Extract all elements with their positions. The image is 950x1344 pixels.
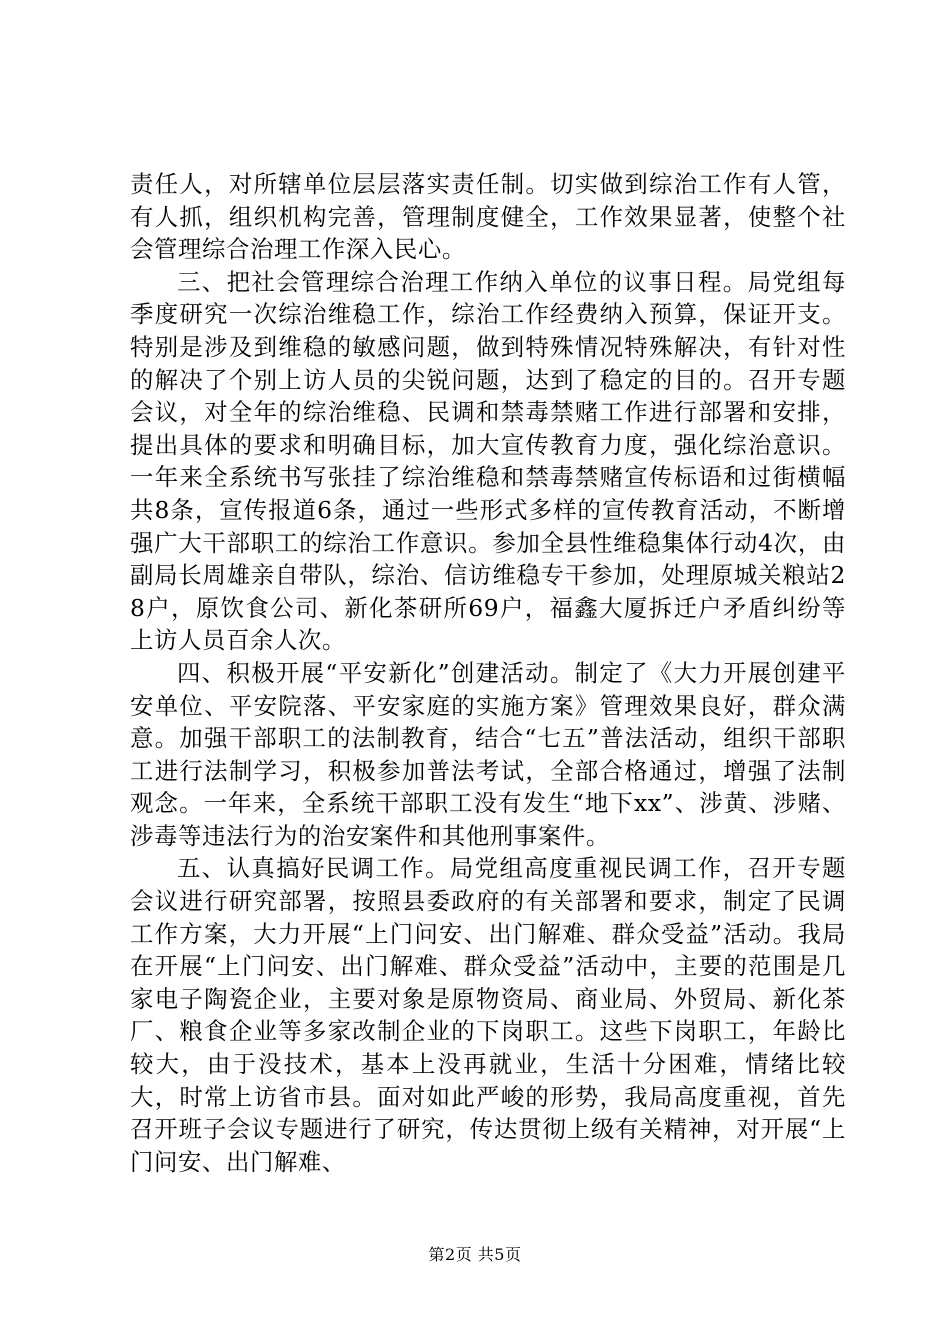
paragraph-item-five: 五、认真搞好民调工作。局党组高度重视民调工作，召开专题会议进行研究部署，按照县委政府的有关部署和要求，制定了民调工作方案，大力开展“上门问安、出门解难、群众受益”活动。我局在开展“上门问安、出门解难、群众受益”活动中，主要的范围是几家电子陶瓷企业，主要对象是原物资局、商业局、外贸局、新化茶厂、粮食企业等多家改制企业的下岗职工。这些下岗职工，年龄比较大，由于没技术，基本上没再就业，生活十分困难，情绪比较大，时常上访省市县。面对如此严峻的形势，我局高度重视，首先召开班子会议专题进行了研究，传达贯彻上级有关精神，对开展“上门问安、出门解难、 xyxy=(130,854,846,1176)
paragraph-item-four: 四、积极开展“平安新化”创建活动。制定了《大力开展创建平安单位、平安院落、平安家庭的实施方案》管理效果良好，群众满意。加强干部职工的法制教育，结合“七五”普法活动，组织干部职工进行法制学习，积极参加普法考试，全部合格通过，增强了法制观念。一年来，全系统干部职工没有发生“地下xx”、涉黄、涉赌、涉毒等违法行为的治安案件和其他刑事案件。 xyxy=(130,658,846,850)
paragraph-continuation: 责任人，对所辖单位层层落实责任制。切实做到综治工作有人管，有人抓，组织机构完善，管理制度健全，工作效果显著，使整个社会管理综合治理工作深入民心。 xyxy=(130,170,846,264)
document-body xyxy=(130,168,846,1178)
paragraph-item-three: 三、把社会管理综合治理工作纳入单位的议事日程。局党组每季度研究一次综治维稳工作，综治工作经费纳入预算，保证开支。特别是涉及到维稳的敏感问题，做到特殊情况特殊解决，有针对性的解决了个别上访人员的尖锐问题，达到了稳定的目的。召开专题会议，对全年的综治维稳、民调和禁毒禁赌工作进行部署和安排，提出具体的要求和明确目标，加大宣传教育力度，强化综治意识。一年来全系统书写张挂了综治维稳和禁毒禁赌宣传标语和过街横幅共8条，宣传报道6条，通过一些形式多样的宣传教育活动，不断增强广大干部职工的综治工作意识。参加全县性维稳集体行动4次，由副局长周雄亲自带队，综治、信访维稳专干参加，处理原城关粮站28户，原饮食公司、新化茶研所69户，福鑫大厦拆迁户矛盾纠纷等上访人员百余人次。 xyxy=(130,267,846,655)
page-number-footer: 第2页 共5页 xyxy=(428,1245,522,1264)
